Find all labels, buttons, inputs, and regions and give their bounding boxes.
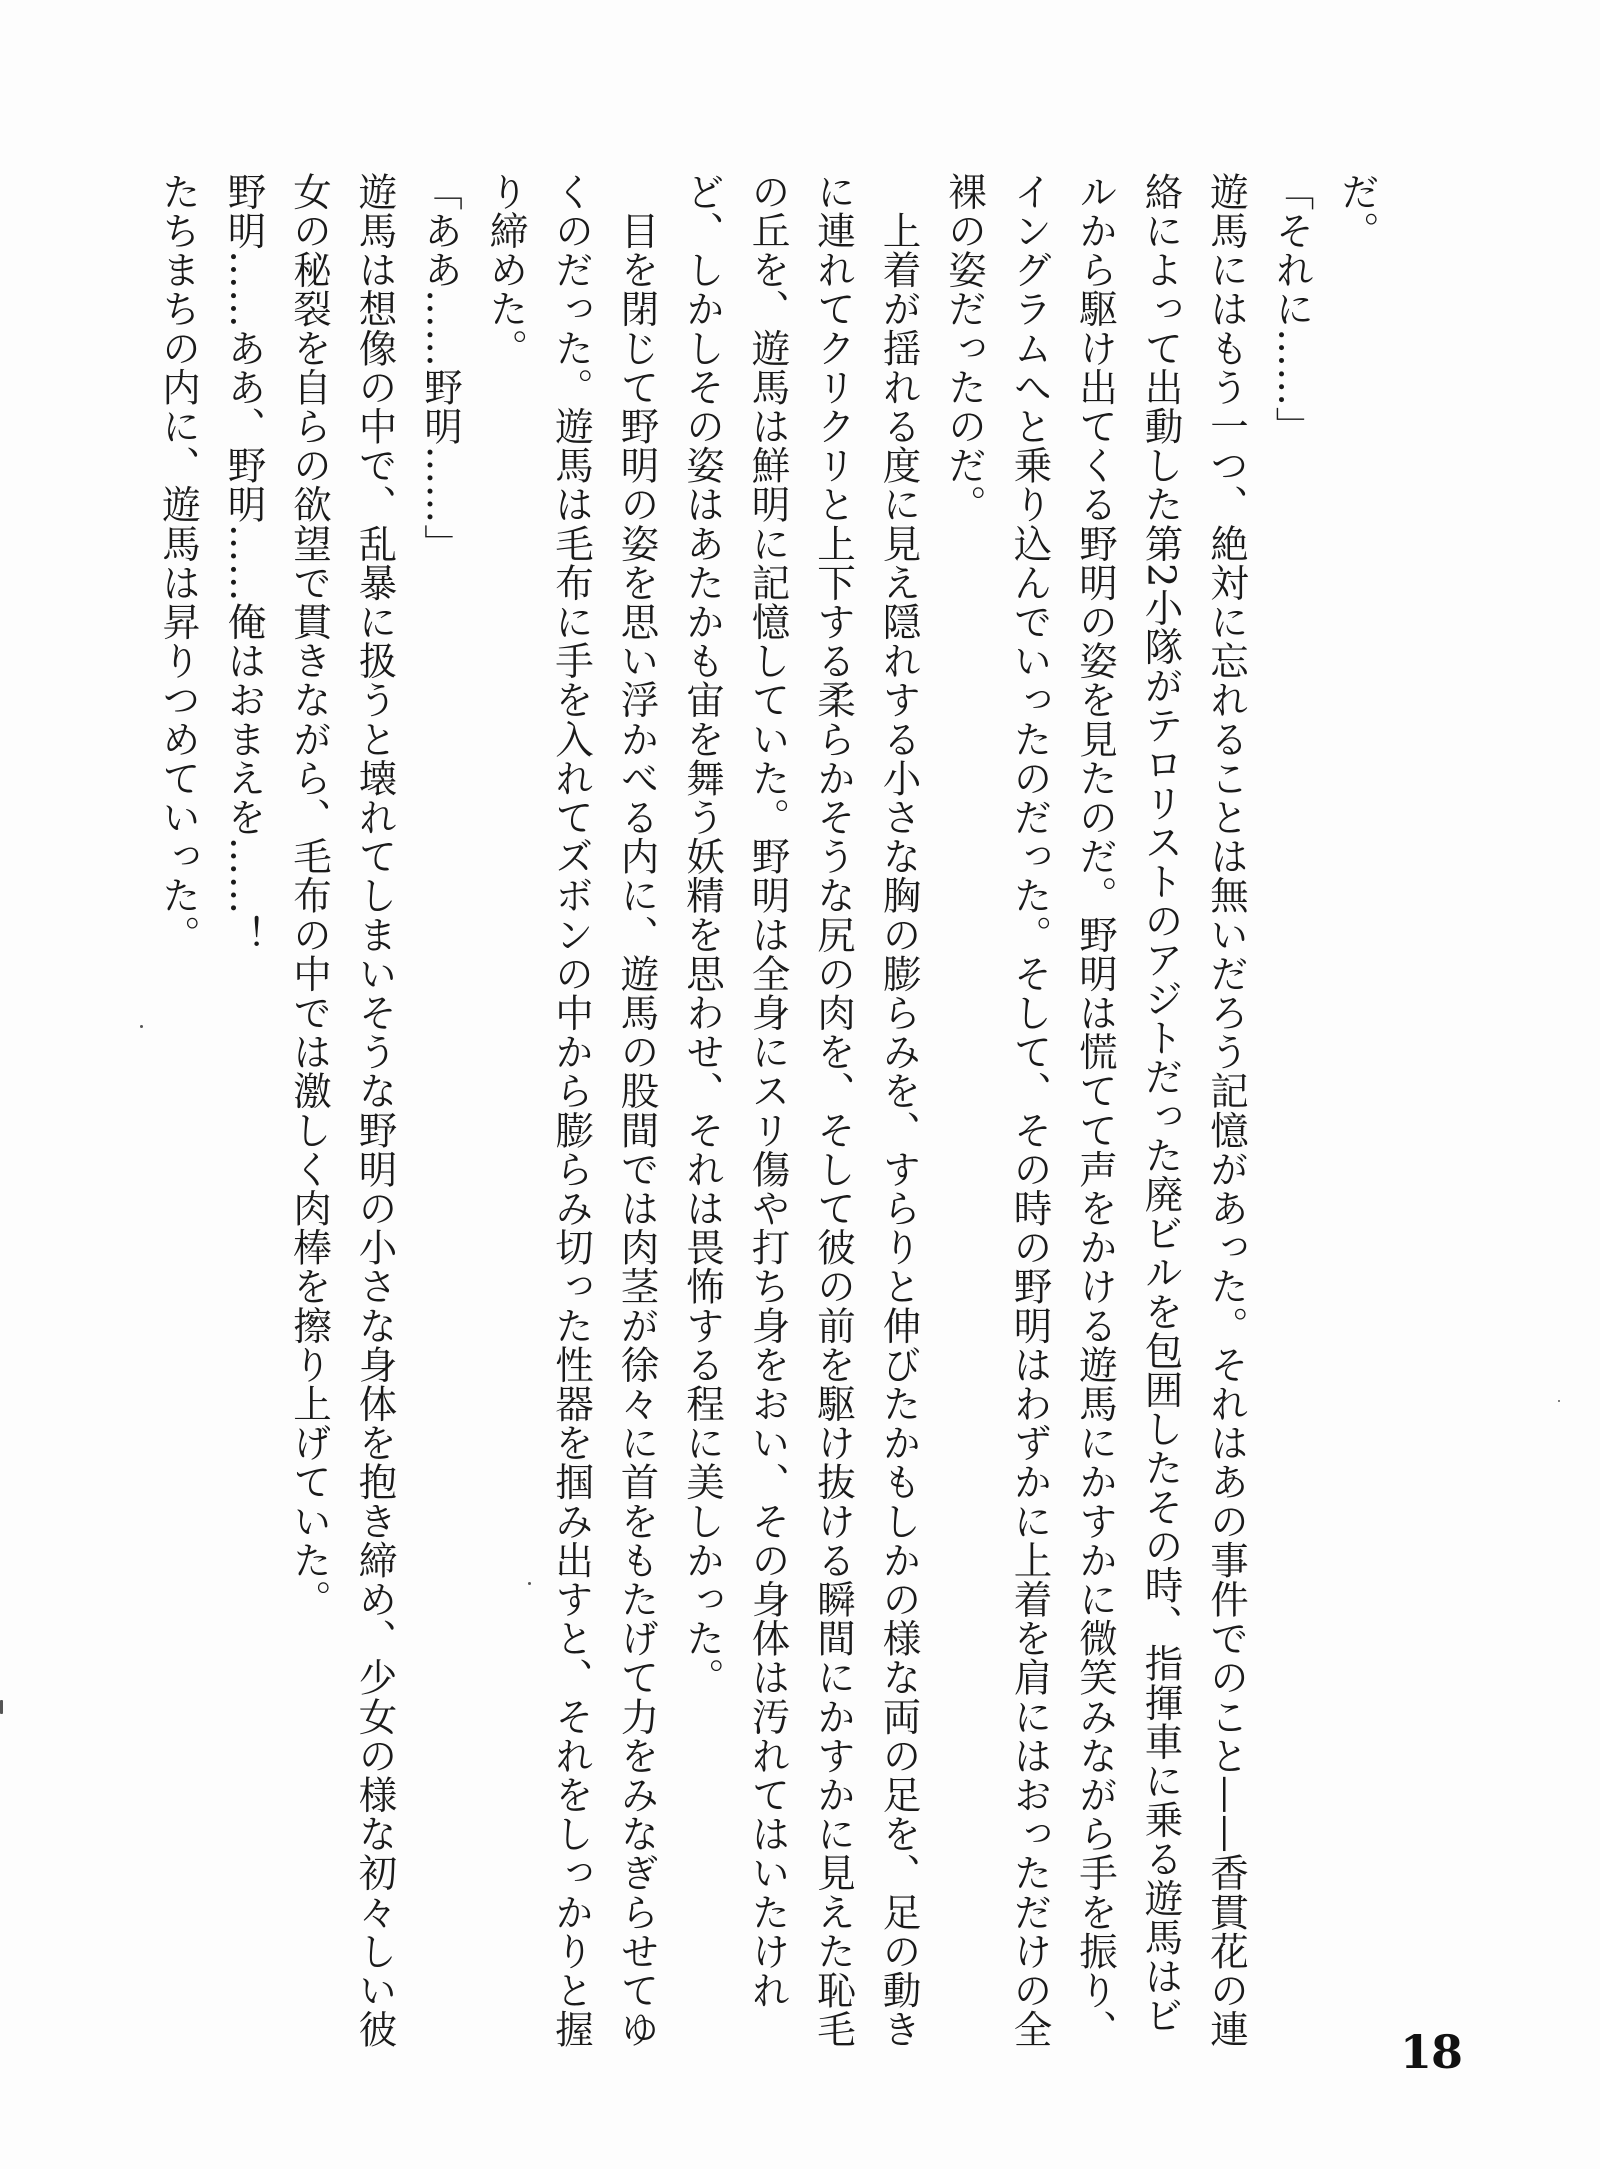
paragraph: 遊馬は想像の中で、乱暴に扱うと壊れてしまいそうな野明の小さな身体を抱き締め、少女の様な初々しい彼女の秘裂を自らの欲望で貫きながら、毛布の中では激しく肉棒を擦り上げていた。 (287, 172, 398, 2049)
paragraph: だ。 (1335, 172, 1380, 251)
paragraph: 野明……ああ、野明……俺はおまえを……！ (221, 172, 267, 954)
paragraph: 「ああ……野明……」 (418, 172, 463, 563)
body-text (156, 172, 1390, 2072)
scan-speck (0, 1700, 3, 1714)
paragraph: 遊馬にはもう一つ、絶対に忘れることは無いだろう記憶があった。それはあの事件でのこと——香貫花の連絡によって出動した第2小隊がテロリストのアジトだった廃ビルを包囲したその時、指揮車に乗る遊馬はビルから駆け出てくる野明の姿を見たのだ。野明は慌てて声をかける遊馬にかすかに微笑みながら手を振り、イングラムへと乗り込んでいったのだった。そして、その時の野明はわずかに上着を肩にはおっただけの全裸の姿だったのだ。 (942, 172, 1249, 2049)
page-number: 18 (1400, 2025, 1463, 2079)
scan-speck (140, 1025, 143, 1028)
paragraph: 「それに……」 (1269, 172, 1315, 446)
paragraph: 目を閉じて野明の姿を思い浮かべる内に、遊馬の股間では肉茎が徐々に首をもたげて力をみなぎらせてゆくのだった。遊馬は毛布に手を入れてズボンの中から膨らみ切った性器を掴み出すと、それをしっかりと握り締めた。 (483, 172, 660, 2049)
scan-speck (1558, 1400, 1560, 1402)
paragraph: 上着が揺れる度に見え隠れする小さな胸の膨らみを、すらりと伸びたかもしかの様な両の足を、足の動きに連れてクリクリと上下する柔らかそうな尻の肉を、そして彼の前を駆け抜ける瞬間にかすかに見えた恥毛の丘を、遊馬は鮮明に記憶していた。野明は全身にスリ傷や打ち身をおい、その身体は汚れてはいたけれど、しかしその姿はあたかも宙を舞う妖精を思わせ、それは畏怖する程に美しかった。 (680, 172, 922, 2049)
scan-speck (528, 1582, 531, 1585)
paragraph: たちまちの内に、遊馬は昇りつめていった。 (156, 172, 201, 954)
